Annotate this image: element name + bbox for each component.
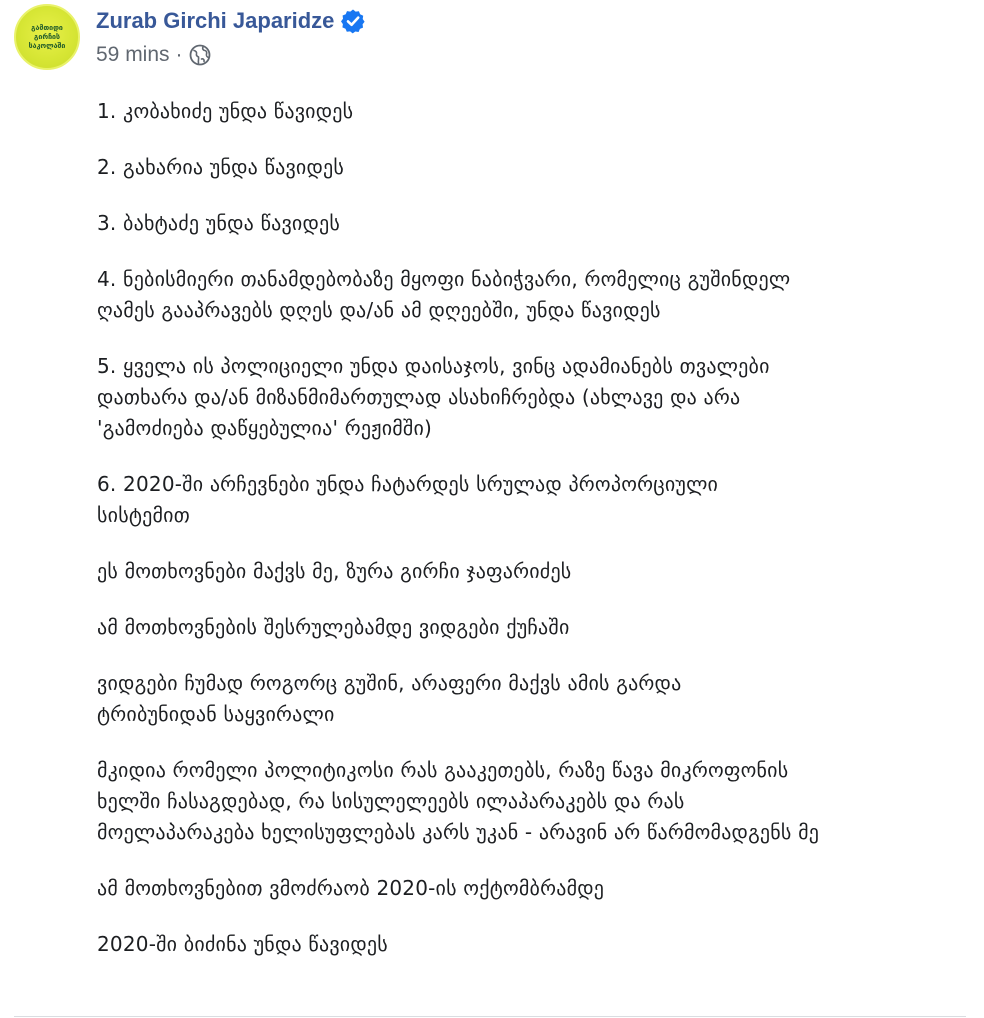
post-paragraph: მკიდია რომელი პოლიტიკოსი რას გააკეთებს, რაზე წავა მიკროფონის ხელში ჩასაგდებად, რა სისულელეებს ილაპარაკებს და რას მოელაპარაკება ხელისუფლებას კარს უკან - არავინ არ წარმომადგენს მე <box>97 758 820 844</box>
post-paragraph: ამ მოთხოვნების შესრულებამდე ვიდგები ქუჩაში <box>97 615 570 639</box>
post-body <box>97 96 977 985</box>
post-divider <box>14 1016 966 1017</box>
post-paragraph: ამ მოთხოვნებით ვმოძრაობ 2020-ის ოქტომბრამდე <box>97 876 605 900</box>
author-row <box>96 4 366 38</box>
post-paragraph: 2020-ში ბიძინა უნდა წავიდეს <box>97 932 388 956</box>
post-meta <box>96 4 366 70</box>
globe-icon[interactable] <box>189 44 211 66</box>
separator-dot: · <box>175 43 183 66</box>
avatar-text-line: გირჩის <box>34 32 60 41</box>
post-paragraph: ვიდგები ჩუმად როგორც გუშინ, არაფერი მაქვს ამის გარდა ტრიბუნიდან საყვირალი <box>97 671 682 726</box>
post-paragraph: 3. ბახტაძე უნდა წავიდეს <box>97 211 341 235</box>
avatar-text-line: გამთიდი <box>31 23 63 32</box>
avatar-text-line: საკოლაში <box>28 41 66 50</box>
avatar[interactable] <box>14 4 80 70</box>
post-paragraph: 6. 2020-ში არჩევნები უნდა ჩატარდეს სრულად პროპორციული სისტემით <box>97 472 719 527</box>
verified-badge-icon <box>340 8 366 34</box>
post-paragraph: 5. ყველა ის პოლიციელი უნდა დაისაჯოს, ვინც ადამიანებს თვალები დათხარა და/ან მიზანმიმართულად ასახიჩრებდა (ახლავე და არა 'გამოძიება დაწყებულია' რეჟიმში) <box>97 354 770 440</box>
post-header <box>14 4 366 72</box>
author-name-link[interactable]: Zurab Girchi Japaridze <box>96 8 335 33</box>
post-timestamp-link[interactable]: 59 mins <box>96 43 170 66</box>
post-paragraph: 1. კობახიძე უნდა წავიდეს <box>97 99 354 123</box>
post-paragraph: 4. ნებისმიერი თანამდებობაზე მყოფი ნაბიჭვარი, რომელიც გუშინდელ ღამეს გააპრავებს დღეს და/ან ამ დღეებში, უნდა წავიდეს <box>97 267 791 322</box>
post-paragraph: ეს მოთხოვნები მაქვს მე, ზურა გირჩი ჯაფარიძეს <box>97 559 572 583</box>
post-subtitle-row <box>96 40 366 70</box>
post-paragraph: 2. გახარია უნდა წავიდეს <box>97 155 345 179</box>
